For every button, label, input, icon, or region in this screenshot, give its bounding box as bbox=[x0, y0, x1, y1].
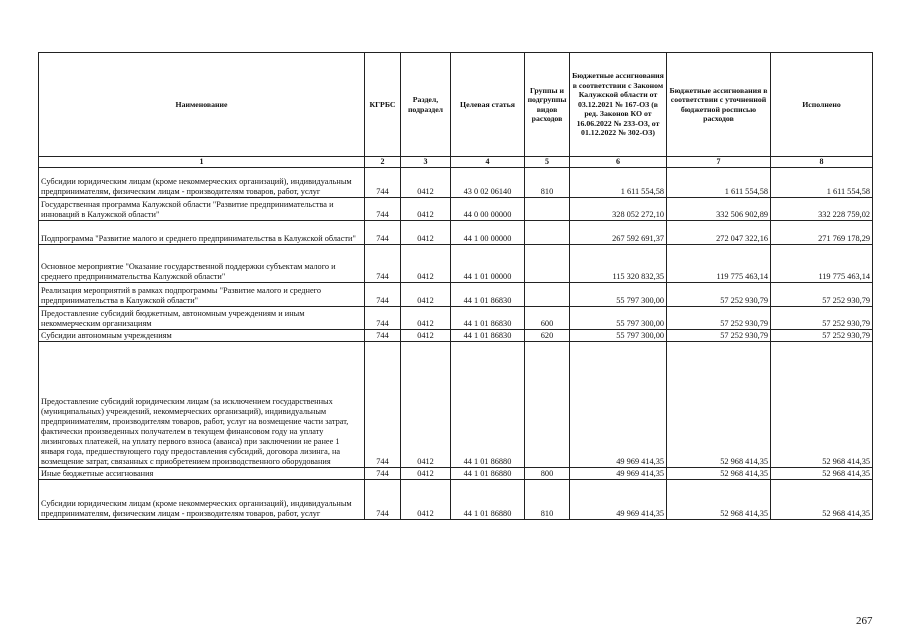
row-section: 0412 bbox=[401, 245, 451, 283]
row-executed-amount: 57 252 930,79 bbox=[771, 330, 873, 342]
col-number: 8 bbox=[771, 157, 873, 168]
row-section: 0412 bbox=[401, 221, 451, 245]
row-kgrbs: 744 bbox=[365, 283, 401, 307]
row-name: Подпрограмма "Развитие малого и среднего предпринимательства в Калужской области" bbox=[39, 221, 365, 245]
row-target: 44 1 01 86830 bbox=[451, 330, 525, 342]
row-law-amount: 1 611 554,58 bbox=[570, 168, 667, 198]
row-kgrbs: 744 bbox=[365, 480, 401, 520]
row-executed-amount: 1 611 554,58 bbox=[771, 168, 873, 198]
row-section: 0412 bbox=[401, 468, 451, 480]
col-header-target: Целевая статья bbox=[451, 53, 525, 157]
row-section: 0412 bbox=[401, 330, 451, 342]
row-section: 0412 bbox=[401, 342, 451, 468]
table-row bbox=[39, 198, 873, 221]
row-executed-amount: 271 769 178,29 bbox=[771, 221, 873, 245]
col-header-executed: Исполнено bbox=[771, 53, 873, 157]
col-header-kgrbs: КГРБС bbox=[365, 53, 401, 157]
row-kgrbs: 744 bbox=[365, 221, 401, 245]
header-row bbox=[39, 53, 873, 157]
col-header-law: Бюджетные ассигнования в соответствии с Законом Калужской области от 03.12.2021 № 167-ОЗ (в ред. Законов КО от 16.06.2022 № 233-ОЗ, от 01.12.2022 № 302-ОЗ) bbox=[570, 53, 667, 157]
table-row bbox=[39, 245, 873, 283]
row-target: 44 0 00 00000 bbox=[451, 198, 525, 221]
table-row bbox=[39, 283, 873, 307]
row-kgrbs: 744 bbox=[365, 198, 401, 221]
row-target: 44 1 01 86880 bbox=[451, 342, 525, 468]
col-number: 1 bbox=[39, 157, 365, 168]
row-law-amount: 115 320 832,35 bbox=[570, 245, 667, 283]
row-section: 0412 bbox=[401, 198, 451, 221]
row-target: 44 1 01 00000 bbox=[451, 245, 525, 283]
row-group bbox=[525, 245, 570, 283]
row-target: 44 1 00 00000 bbox=[451, 221, 525, 245]
row-refined-amount: 57 252 930,79 bbox=[667, 307, 771, 330]
row-law-amount: 267 592 691,37 bbox=[570, 221, 667, 245]
row-law-amount: 55 797 300,00 bbox=[570, 307, 667, 330]
row-refined-amount: 57 252 930,79 bbox=[667, 330, 771, 342]
col-header-refined: Бюджетные ассигнования в соответствии с уточненной бюджетной росписью расходов bbox=[667, 53, 771, 157]
row-group: 810 bbox=[525, 168, 570, 198]
row-refined-amount: 332 506 902,89 bbox=[667, 198, 771, 221]
row-law-amount: 49 969 414,35 bbox=[570, 468, 667, 480]
row-executed-amount: 119 775 463,14 bbox=[771, 245, 873, 283]
row-kgrbs: 744 bbox=[365, 342, 401, 468]
row-group: 600 bbox=[525, 307, 570, 330]
row-refined-amount: 119 775 463,14 bbox=[667, 245, 771, 283]
page-number: 267 bbox=[856, 615, 873, 627]
row-name: Государственная программа Калужской области "Развитие предпринимательства и инноваций в Калужской области" bbox=[39, 198, 365, 221]
table-row bbox=[39, 307, 873, 330]
row-refined-amount: 52 968 414,35 bbox=[667, 480, 771, 520]
row-executed-amount: 52 968 414,35 bbox=[771, 468, 873, 480]
table-row bbox=[39, 342, 873, 468]
row-executed-amount: 332 228 759,02 bbox=[771, 198, 873, 221]
col-number: 2 bbox=[365, 157, 401, 168]
row-refined-amount: 52 968 414,35 bbox=[667, 342, 771, 468]
table-row bbox=[39, 480, 873, 520]
row-group bbox=[525, 221, 570, 245]
row-kgrbs: 744 bbox=[365, 330, 401, 342]
row-executed-amount: 52 968 414,35 bbox=[771, 342, 873, 468]
row-section: 0412 bbox=[401, 480, 451, 520]
col-number: 6 bbox=[570, 157, 667, 168]
table-row bbox=[39, 330, 873, 342]
row-name: Основное мероприятие "Оказание государственной поддержки субъектам малого и среднего предпринимательства Калужской области" bbox=[39, 245, 365, 283]
row-executed-amount: 57 252 930,79 bbox=[771, 307, 873, 330]
table-row bbox=[39, 468, 873, 480]
row-kgrbs: 744 bbox=[365, 168, 401, 198]
col-number: 5 bbox=[525, 157, 570, 168]
row-group: 810 bbox=[525, 480, 570, 520]
row-executed-amount: 52 968 414,35 bbox=[771, 480, 873, 520]
row-kgrbs: 744 bbox=[365, 245, 401, 283]
row-group: 620 bbox=[525, 330, 570, 342]
row-name: Предоставление субсидий бюджетным, автономным учреждениям и иным некоммерческим организациям bbox=[39, 307, 365, 330]
row-section: 0412 bbox=[401, 283, 451, 307]
row-target: 43 0 02 06140 bbox=[451, 168, 525, 198]
row-target: 44 1 01 86830 bbox=[451, 283, 525, 307]
row-kgrbs: 744 bbox=[365, 307, 401, 330]
column-number-row bbox=[39, 157, 873, 168]
row-target: 44 1 01 86830 bbox=[451, 307, 525, 330]
row-name: Субсидии юридическим лицам (кроме некоммерческих организаций), индивидуальным предпринимателям, физическим лицам - производителям товаров, работ, услуг bbox=[39, 480, 365, 520]
row-section: 0412 bbox=[401, 307, 451, 330]
row-executed-amount: 57 252 930,79 bbox=[771, 283, 873, 307]
col-header-name: Наименование bbox=[39, 53, 365, 157]
row-law-amount: 328 052 272,10 bbox=[570, 198, 667, 221]
row-law-amount: 55 797 300,00 bbox=[570, 330, 667, 342]
row-group: 800 bbox=[525, 468, 570, 480]
col-number: 4 bbox=[451, 157, 525, 168]
row-name: Субсидии юридическим лицам (кроме некоммерческих организаций), индивидуальным предпринимателям, физическим лицам - производителям товаров, работ, услуг bbox=[39, 168, 365, 198]
row-name: Субсидии автономным учреждениям bbox=[39, 330, 365, 342]
row-group bbox=[525, 342, 570, 468]
row-name: Иные бюджетные ассигнования bbox=[39, 468, 365, 480]
row-name: Реализация мероприятий в рамках подпрограммы "Развитие малого и среднего предпринимательства в Калужской области" bbox=[39, 283, 365, 307]
row-section: 0412 bbox=[401, 168, 451, 198]
row-name: Предоставление субсидий юридическим лицам (за исключением государственных (муниципальных) учреждений, некоммерческих организаций), индивидуальным предпринимателям, производителям товаров, работ, услуг на возмещение части затрат, фактически произведенных получателем в текущем финансовом году на уплату лизинговых платежей, на уплату первого взноса (аванса) при заключении не ранее 1 января года, предшествующего году предоставления субсидий, договора лизинга, на возмещение затрат, связанных с приобретением производственного оборудования bbox=[39, 342, 365, 468]
row-target: 44 1 01 86880 bbox=[451, 480, 525, 520]
row-refined-amount: 272 047 322,16 bbox=[667, 221, 771, 245]
col-header-section: Раздел, подраздел bbox=[401, 53, 451, 157]
row-refined-amount: 52 968 414,35 bbox=[667, 468, 771, 480]
budget-table bbox=[38, 52, 873, 520]
row-refined-amount: 1 611 554,58 bbox=[667, 168, 771, 198]
row-kgrbs: 744 bbox=[365, 468, 401, 480]
table-row bbox=[39, 221, 873, 245]
row-group bbox=[525, 198, 570, 221]
row-law-amount: 55 797 300,00 bbox=[570, 283, 667, 307]
col-number: 3 bbox=[401, 157, 451, 168]
row-law-amount: 49 969 414,35 bbox=[570, 342, 667, 468]
row-group bbox=[525, 283, 570, 307]
col-number: 7 bbox=[667, 157, 771, 168]
row-target: 44 1 01 86880 bbox=[451, 468, 525, 480]
row-law-amount: 49 969 414,35 bbox=[570, 480, 667, 520]
row-refined-amount: 57 252 930,79 bbox=[667, 283, 771, 307]
table-row bbox=[39, 168, 873, 198]
col-header-groups: Группы и подгруппы видов расходов bbox=[525, 53, 570, 157]
